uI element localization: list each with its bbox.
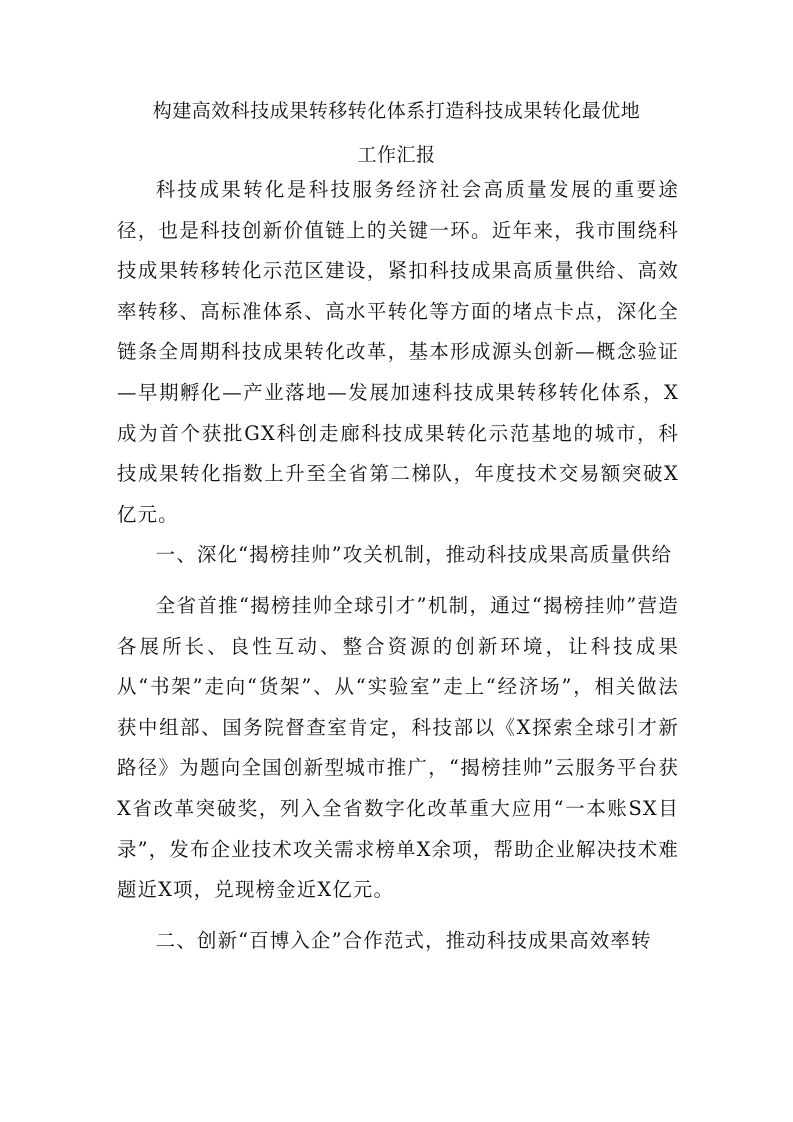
document-title-line-1: 构建高效科技成果转移转化体系打造科技成果转化最优地 [152,100,641,122]
document-title-line-2: 工作汇报 [357,144,436,166]
intro-paragraph: 科技成果转化是科技服务经济社会高质量发展的重要途径，也是科技创新价值链上的关键一环。近年来，我市围绕科技成果转移转化示范区建设，紧扣科技成果高质量供给、高效率转移、高标准体系、高水平转化等方面的堵点卡点，深化全链条全周期科技成果转化改革，基本形成源头创新—概念验证—早期孵化—产业落地—发展加速科技成果转移转化体系，X成为首个获批GX科创走廊科技成果转化示范基地的城市，科技成果转化指数上升至全省第二梯队，年度技术交易额突破X亿元。 [117,178,679,526]
paragraph-gap [117,576,679,586]
paragraph-gap-2 [117,911,679,921]
document-body [117,170,679,961]
section-1-paragraph: 全省首推“揭榜挂帅全球引才”机制，通过“揭榜挂帅”营造各展所长、良性互动、整合资源的创新环境，让科技成果从“书架”走向“货架”、从“实验室”走上“经济场”，相关做法获中组部、国务院督查室肯定，科技部以《X探索全球引才新路径》为题向全国创新型城市推广，“揭榜挂帅”云服务平台获X省改革突破奖，列入全省数字化改革重大应用“一本账SX目录”，发布企业技术攻关需求榜单X余项，帮助企业解决技术难题近X项，兑现榜金近X亿元。 [117,593,679,902]
section-1-heading: 一、深化“揭榜挂帅”攻关机制，推动科技成果高质量供给 [155,543,673,567]
section-2-heading: 二、创新“百博入企”合作范式，推动科技成果高效率转 [155,928,652,952]
